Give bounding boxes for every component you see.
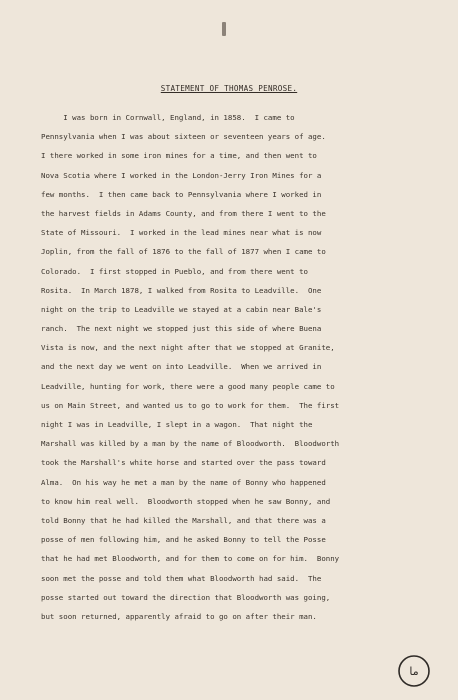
handwritten-stamp bbox=[396, 653, 432, 689]
text-line: Colorado. I first stopped in Pueblo, and from there went to bbox=[41, 266, 308, 276]
text-line: Vista is now, and the next night after that we stopped at Granite, bbox=[41, 343, 335, 353]
text-line: but soon returned, apparently afraid to go on after their man. bbox=[41, 611, 317, 621]
text-line: the harvest fields in Adams County, and from there I went to the bbox=[41, 208, 326, 218]
text-line: ranch. The next night we stopped just this side of where Buena bbox=[41, 324, 322, 334]
text-line: us on Main Street, and wanted us to go to work for them. The first bbox=[41, 400, 340, 410]
text-line: that he had met Bloodworth, and for them to come on for him. Bonny bbox=[41, 554, 340, 564]
pin-mark bbox=[222, 22, 226, 36]
svg-text:ما: ما bbox=[409, 665, 419, 678]
text-line: posse started out toward the direction that Bloodworth was going, bbox=[41, 592, 331, 602]
text-line: took the Marshall's white horse and started over the pass toward bbox=[41, 458, 326, 468]
text-line: posse of men following him, and he asked Bonny to tell the Posse bbox=[41, 535, 326, 545]
text-line: Pennsylvania when I was about sixteen or seventeen years of age. bbox=[41, 132, 326, 142]
text-line: night on the trip to Leadville we stayed at a cabin near Bale's bbox=[41, 304, 322, 314]
text-line: Alma. On his way he met a man by the name of Bonny who happened bbox=[41, 477, 326, 487]
text-line: night I was in Leadville, I slept in a wagon. That night the bbox=[41, 420, 313, 429]
text-line: I was born in Cornwall, England, in 1858. I came to bbox=[41, 113, 295, 122]
text-line: State of Missouri. I worked in the lead mines near what is now bbox=[41, 228, 322, 238]
text-line: Nova Scotia where I worked in the London-Jerry Iron Mines for a bbox=[41, 170, 322, 180]
document-title: STATEMENT OF THOMAS PENROSE. bbox=[160, 84, 298, 93]
text-line: I there worked in some iron mines for a time, and then went to bbox=[41, 151, 317, 161]
text-line: Rosita. In March 1878, I walked from Rosita to Leadville. One bbox=[41, 285, 322, 295]
text-line: Marshall was killed by a man by the name of Bloodworth. Bloodworth bbox=[41, 439, 340, 449]
text-line: soon met the posse and told them what Bloodworth had said. The bbox=[41, 573, 322, 583]
text-line: Leadville, hunting for work, there were a good many people came to bbox=[41, 381, 335, 391]
text-line: Joplin, from the fall of 1876 to the fall of 1877 when I came to bbox=[41, 247, 326, 257]
text-line: told Bonny that he had killed the Marshall, and that there was a bbox=[41, 515, 326, 525]
text-line: and the next day we went on into Leadville. When we arrived in bbox=[41, 362, 322, 372]
text-line: to know him real well. Bloodworth stopped when he saw Bonny, and bbox=[41, 496, 331, 506]
document-body bbox=[41, 108, 436, 626]
text-line: few months. I then came back to Pennsylvania where I worked in bbox=[41, 189, 322, 199]
